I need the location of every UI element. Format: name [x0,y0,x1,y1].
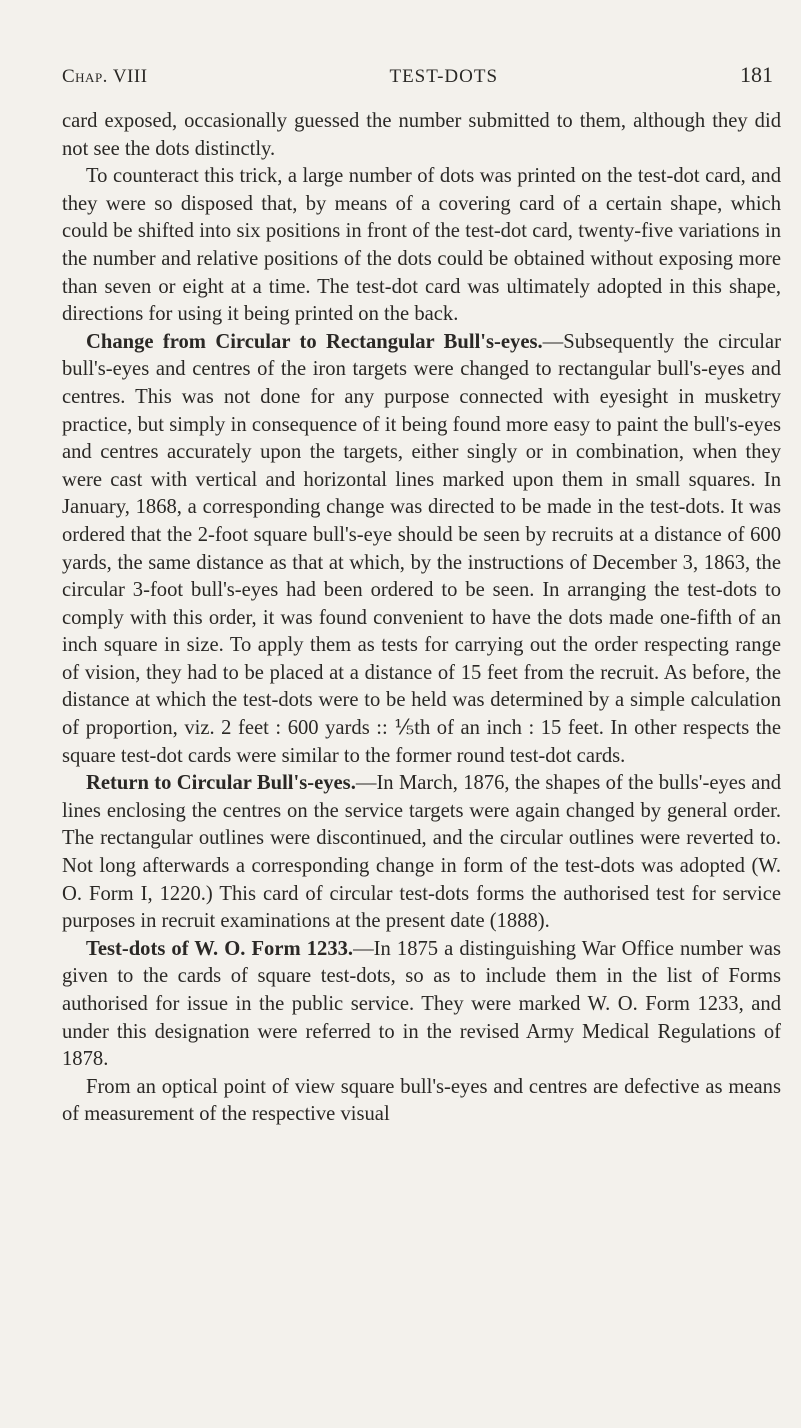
paragraph-test-dot-card [62,163,781,329]
chapter-label: Chap. VIII [62,66,148,87]
paragraph-text: To counteract this trick, a large number of dots was printed on the test-dot card, and they were so disposed that, by means of a covering card of a certain shape, which could be shifted into six positions in front of the test-dot card, twenty-five variations in the number and relative positions of the dots could be obtained without exposing more than seven or eight at a time. The test-dot card was ultimately adopted in this shape, directions for using it being printed on the back. [62,165,781,326]
running-title: TEST-DOTS [389,66,499,87]
paragraph-optical-view [62,1074,781,1129]
paragraph-text: card exposed, occasionally guessed the number submitted to them, although they did not see the dots distinctly. [62,110,781,160]
page-number: 181 [739,62,773,87]
section-heading: Change from Circular to Rectangular Bull's-eyes. [86,330,543,353]
paragraph-text: —Subsequently the circular bull's-eyes and centres of the iron targets were changed to rectangular bull's-eyes and centres. This was not done for any purpose connected with eyesight in musketry practice, but simply in consequence of it being found more easy to paint the bull's-eyes and centres accurately upon the targets, either singly or in combination, when they were cast with vertical and horizontal lines marked upon them in small squares. In January, 1868, a corresponding change was directed to be made in the test-dots. It was ordered that the 2-foot square bull's-eye should be seen by recruits at a distance of 600 yards, the same distance as that at which, by the instructions of December 3, 1863, the circular 3-foot bull's-eyes had been ordered to be seen. In arranging the test-dots to comply with this order, it was found convenient to have the dots made one-fifth of an inch square in size. To apply them as tests for carrying out the order respecting range of vision, they had to be placed at a distance of 15 feet from the recruit. As before, the distance at which the test-dots were to be held was determined by a simple calculation of proportion, viz. 2 feet : 600 yards :: ⅕th of an inch : 15 feet. In other respects the square test-dot cards were similar to the former round test-dot cards. [62,330,781,767]
body-text [62,108,781,1129]
section-heading: Test-dots of W. O. Form 1233. [86,937,354,960]
paragraph-rectangular-bulls-eyes [62,329,781,771]
paragraph-text: From an optical point of view square bull's-eyes and centres are defective as means of measurement of the respective visual [62,1075,781,1126]
paragraph-form-1233 [62,936,781,1074]
section-heading: Return to Circular Bull's-eyes. [86,772,356,795]
paragraph-text: —In 1875 a distinguishing War Office number was given to the cards of square test-dots, so as to include them in the list of Forms authorised for issue in the public service. They were marked W. O. Form 1233, and under this designation were referred to in the revised Army Medical Regulations of 1878. [62,937,781,1071]
running-head [62,62,781,88]
paragraph-circular-bulls-eyes [62,770,781,936]
paragraph-continuation [62,108,781,163]
paragraph-text: —In March, 1876, the shapes of the bulls'-eyes and lines enclosing the centres on the service targets were again changed by general order. The rectangular outlines were discontinued, and the circular outlines were reverted to. Not long afterwards a corresponding change in form of the test-dots was adopted (W. O. Form I, 1220.) This card of circular test-dots forms the authorised test for service purposes in recruit examinations at the present date (1888). [62,772,781,933]
